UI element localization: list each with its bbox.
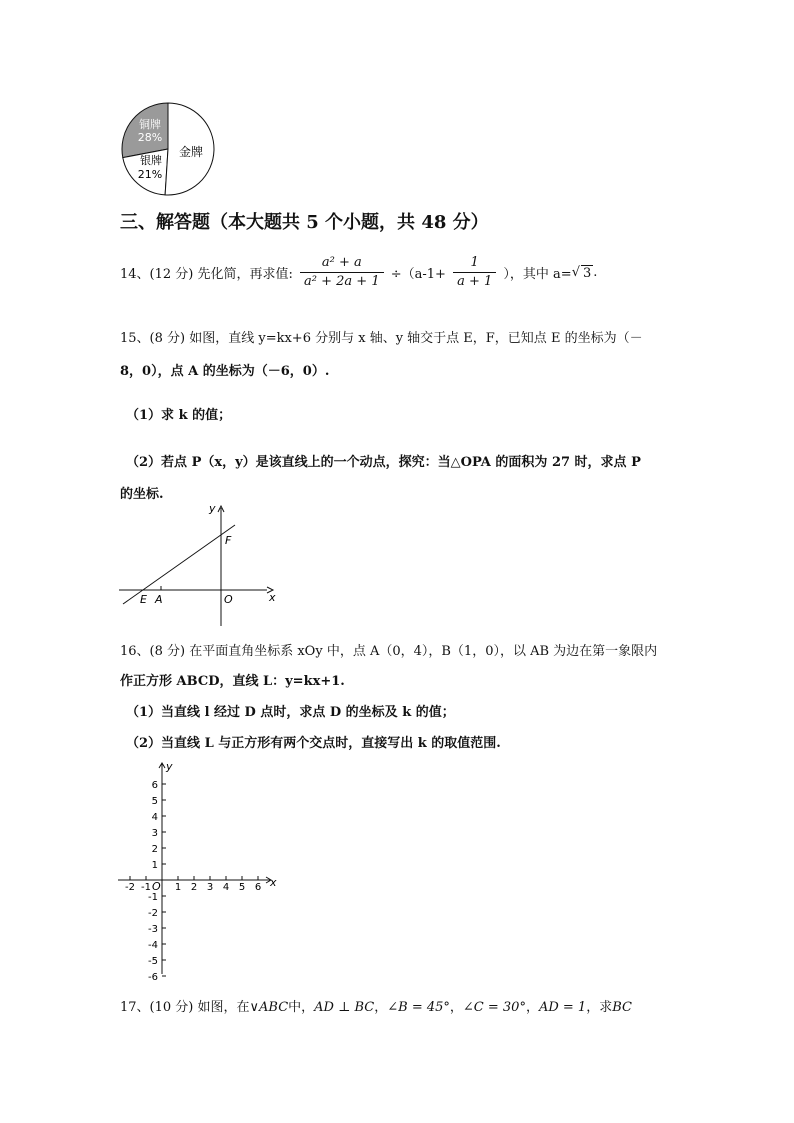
- q16-x-tick-label: 6: [254, 882, 262, 893]
- q16-y-tick-label: 2: [151, 844, 158, 855]
- q16-y-tick-label: -1: [148, 892, 158, 903]
- q14-fraction-1: [300, 254, 384, 291]
- pie-label-gold: 金牌: [178, 145, 204, 159]
- q16-x-ticks: [125, 876, 261, 893]
- q17-triangle: ∨ABC: [249, 1000, 289, 1015]
- q14-frac1-denominator: a² + 2a + 1: [304, 274, 380, 289]
- q17-sep2: ，: [449, 1000, 463, 1015]
- q17-target: BC: [612, 1000, 632, 1015]
- q16-x-tick-label: 4: [222, 882, 230, 893]
- q16-part-2: （2）当直线 L 与正方形有两个交点时，直接写出 k 的取值范围.: [126, 736, 501, 751]
- q16-y-tick-label: 3: [151, 828, 158, 839]
- q17-cond2: ∠B = 45°: [387, 1000, 450, 1015]
- q15-label-x: x: [269, 591, 276, 604]
- q15-part-1: （1）求 k 的值；: [126, 408, 232, 423]
- q16-line-2: 作正方形 ABCD，直线 L：y=kx+1.: [120, 674, 345, 689]
- pie-percent-bronze: 28%: [137, 131, 163, 144]
- q17-sep4: ，求: [586, 1000, 613, 1015]
- q16-x-tick-label: 2: [190, 882, 198, 893]
- q16-y-tick-label: -4: [148, 940, 158, 951]
- q16-y-tick-label: 4: [151, 812, 158, 823]
- q16-y-tick-label: 1: [151, 860, 158, 871]
- q17-cond3: ∠C = 30°: [462, 1000, 526, 1015]
- q15-label-y: y: [209, 502, 216, 515]
- q17-sep1: ，: [374, 1000, 388, 1015]
- q14-end: .: [593, 265, 598, 280]
- q16-label-y: y: [166, 760, 173, 773]
- q17-mid1: 中，: [288, 1000, 315, 1015]
- q16-label-x: x: [270, 876, 277, 889]
- q16-part-1: （1）当直线 l 经过 D 点时，求点 D 的坐标及 k 的值；: [126, 705, 455, 720]
- q15-label-e: E: [140, 593, 147, 606]
- medal-pie-chart: [118, 100, 218, 198]
- q16-y-tick-label: -6: [148, 972, 158, 980]
- q17-sep3: ，: [525, 1000, 539, 1015]
- pie-label-bronze: 铜牌: [139, 118, 161, 131]
- q16-line-1: 16、(8 分) 在平面直角坐标系 xOy 中，点 A（0，4），B（1，0），以 AB 为边在第一象限内: [120, 644, 658, 659]
- q17-cond4: AD = 1: [538, 1000, 587, 1015]
- q15-part-2-line-1: （2）若点 P（x，y）是该直线上的一个动点，探究：当△OPA 的面积为 27 时，求点 P: [126, 455, 641, 470]
- q14-frac2-numerator: 1: [453, 254, 496, 273]
- q15-label-a: A: [155, 593, 163, 606]
- q16-y-tick-label: -5: [148, 956, 158, 967]
- question-17: [120, 996, 632, 1015]
- q17-prefix: 17、(10 分) 如图，在: [120, 1000, 250, 1015]
- q14-frac2-denominator: a + 1: [457, 274, 493, 289]
- q16-x-tick-label: -2: [125, 882, 135, 893]
- q15-line-1: 15、(8 分) 如图，直线 y=kx+6 分别与 x 轴、y 轴交于点 E，F，已知点 E 的坐标为（－: [120, 331, 643, 346]
- q16-x-tick-label: 3: [206, 882, 214, 893]
- q15-label-f: F: [225, 534, 232, 547]
- q16-y-tick-label: -2: [148, 908, 158, 919]
- q14-prefix: 14、(12 分) 先化简，再求值:: [120, 267, 293, 282]
- q16-x-tick-label: 1: [174, 882, 182, 893]
- q16-label-o: O: [152, 880, 161, 893]
- q16-coordinate-grid: [112, 758, 284, 980]
- q16-y-tick-label: 5: [151, 796, 158, 807]
- q14-frac1-numerator: a² + a: [300, 254, 384, 273]
- q16-axes: [118, 763, 271, 974]
- q16-y-tick-label: 6: [151, 780, 158, 791]
- q15-line-2: 8，0），点 A 的坐标为（－6，0）.: [120, 364, 330, 379]
- pie-label-silver: 银牌: [140, 154, 162, 167]
- q17-cond1: AD ⊥ BC: [314, 1000, 375, 1015]
- q16-x-tick-label: -1: [141, 882, 151, 893]
- q15-part-2-line-2: 的坐标.: [120, 487, 164, 502]
- q14-fraction-2: [453, 254, 496, 291]
- q14-sqrt-value: 3: [582, 265, 592, 281]
- q15-label-o: O: [224, 593, 233, 606]
- q15-figure: [115, 500, 285, 630]
- q16-x-tick-label: 5: [238, 882, 246, 893]
- section-title: 三、解答题（本大题共 5 个小题，共 48 分）: [120, 212, 489, 233]
- question-14: [120, 254, 597, 291]
- q14-suffix: ），其中 a=: [503, 267, 572, 282]
- q14-mid: ÷（a-1+: [390, 267, 446, 282]
- sqrt-symbol: √: [571, 265, 580, 280]
- pie-percent-silver: 21%: [137, 168, 163, 181]
- q16-y-tick-label: -3: [148, 924, 158, 935]
